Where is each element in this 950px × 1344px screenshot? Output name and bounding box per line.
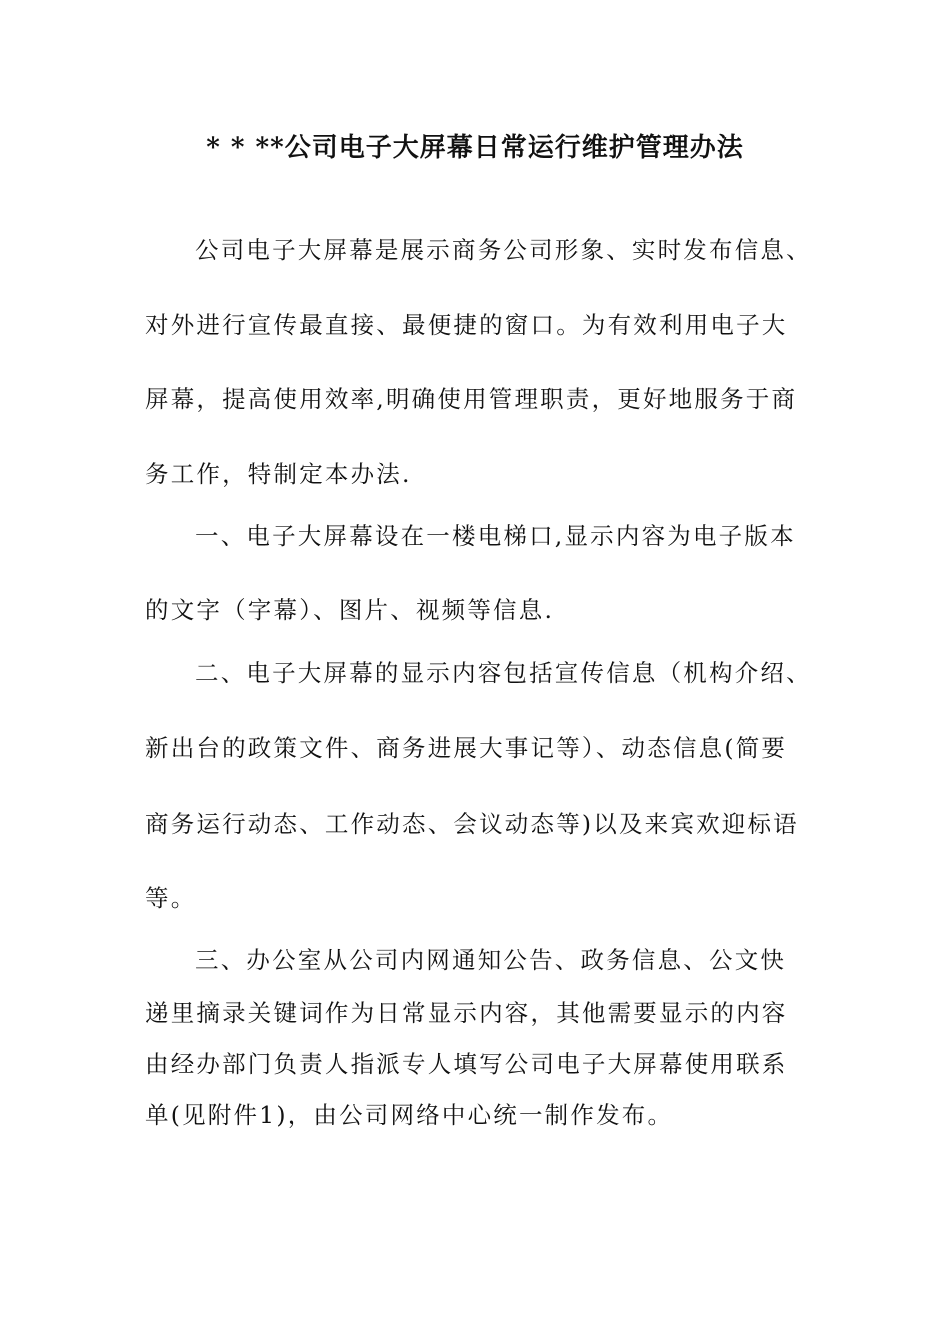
paragraph-line: 屏幕，提高使用效率,明确使用管理职责，更好地服务于商 bbox=[145, 385, 798, 413]
paragraph-line: 的文字（字幕）、图片、视频等信息. bbox=[145, 596, 555, 624]
paragraph-line: 商务运行动态、工作动态、会议动态等)以及来宾欢迎标语 bbox=[145, 810, 799, 838]
paragraph-line: 一、电子大屏幕设在一楼电梯口,显示内容为电子版本 bbox=[195, 522, 796, 550]
paragraph-line: 二、电子大屏幕的显示内容包括宣传信息（机构介绍、 bbox=[195, 659, 812, 687]
paragraph-line: 等。 bbox=[145, 884, 197, 912]
paragraph-line: 新出台的政策文件、商务进展大事记等）、动态信息(简要 bbox=[145, 734, 788, 762]
paragraph-line: 公司电子大屏幕是展示商务公司形象、实时发布信息、 bbox=[195, 236, 812, 264]
paragraph-line: 递里摘录关键词作为日常显示内容，其他需要显示的内容 bbox=[145, 999, 788, 1027]
paragraph-line: 对外进行宣传最直接、最便捷的窗口。为有效利用电子大 bbox=[145, 311, 788, 339]
document-title: * * **公司电子大屏幕日常运行维护管理办法 bbox=[206, 133, 744, 163]
paragraph-line: 务工作，特制定本办法. bbox=[145, 460, 412, 488]
paragraph-line: 三、办公室从公司内网通知公告、政务信息、公文快 bbox=[195, 946, 787, 974]
paragraph-line: 单(见附件1)，由公司网络中心统一制作发布。 bbox=[145, 1101, 674, 1129]
paragraph-line: 由经办部门负责人指派专人填写公司电子大屏幕使用联系 bbox=[145, 1050, 788, 1078]
